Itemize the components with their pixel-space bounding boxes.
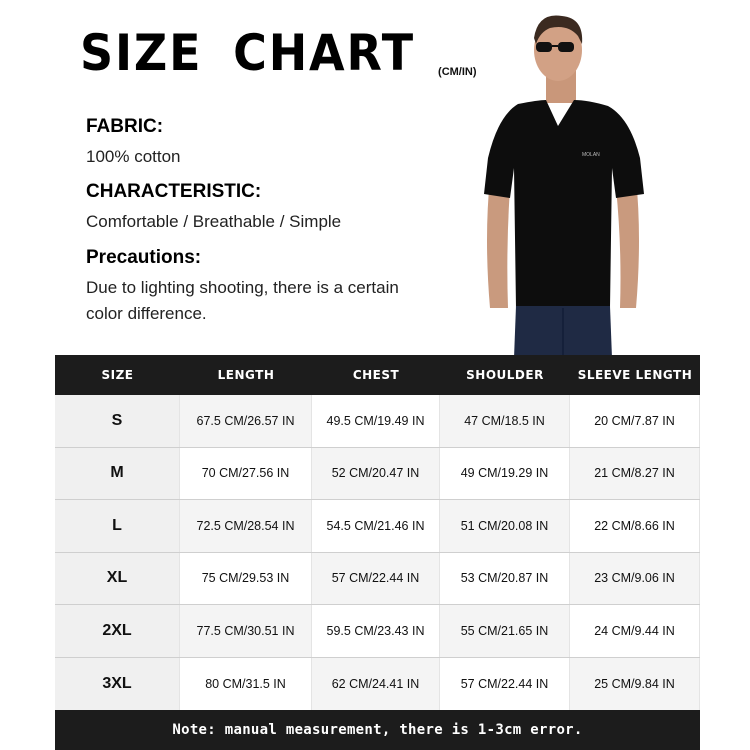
shirt-logo: MOLAN — [582, 152, 600, 158]
size-cell: S — [55, 395, 180, 447]
characteristic-section — [86, 181, 341, 235]
sleeve-length-cell: 24 CM/9.44 IN — [570, 605, 700, 657]
shoulder-cell: 51 CM/20.08 IN — [440, 500, 570, 552]
units-label: (CM/IN) — [438, 66, 477, 78]
chest-cell: 54.5 CM/21.46 IN — [312, 500, 440, 552]
characteristic-value: Comfortable / Breathable / Simple — [86, 212, 342, 231]
size-cell: 3XL — [55, 658, 180, 711]
table-row — [55, 500, 700, 553]
size-cell: M — [55, 448, 180, 500]
table-body — [55, 395, 700, 710]
table-row — [55, 553, 700, 606]
table-header — [55, 355, 700, 395]
size-cell: 2XL — [55, 605, 180, 657]
measurement-note: Note: manual measurement, there is 1-3cm error. — [55, 710, 700, 750]
size-cell: L — [55, 500, 180, 552]
chest-cell: 52 CM/20.47 IN — [312, 448, 440, 500]
sunglasses-left — [536, 42, 552, 52]
header-sleeve-length: SLEEVE LENGTH — [577, 368, 693, 382]
page-title: SIZE CHART — [80, 24, 415, 82]
sleeve-length-cell: 25 CM/9.84 IN — [570, 658, 700, 711]
precautions-line-2: color difference. — [86, 304, 207, 323]
shoulder-cell: 55 CM/21.65 IN — [440, 605, 570, 657]
fabric-section — [86, 116, 181, 170]
precautions-label: Precautions: — [86, 247, 202, 268]
size-cell: XL — [55, 553, 180, 605]
chest-cell: 62 CM/24.41 IN — [312, 658, 440, 711]
size-table — [55, 355, 700, 710]
chest-cell: 59.5 CM/23.43 IN — [312, 605, 440, 657]
shoulder-cell: 53 CM/20.87 IN — [440, 553, 570, 605]
shoulder-cell: 49 CM/19.29 IN — [440, 448, 570, 500]
model-photo — [478, 8, 648, 358]
chest-cell: 57 CM/22.44 IN — [312, 553, 440, 605]
table-row — [55, 395, 700, 448]
sleeve-length-cell: 23 CM/9.06 IN — [570, 553, 700, 605]
table-row — [55, 448, 700, 501]
table-row — [55, 658, 700, 711]
table-row — [55, 605, 700, 658]
sleeve-length-cell: 21 CM/8.27 IN — [570, 448, 700, 500]
fabric-label: FABRIC: — [86, 116, 164, 137]
sunglasses-right — [558, 42, 574, 52]
header-shoulder: SHOULDER — [466, 368, 544, 382]
header-size: SIZE — [101, 368, 134, 382]
model-left-arm — [487, 178, 510, 308]
sleeve-length-cell: 20 CM/7.87 IN — [570, 395, 700, 447]
length-cell: 77.5 CM/30.51 IN — [180, 605, 312, 657]
fabric-value: 100% cotton — [86, 147, 181, 166]
header-chest: CHEST — [352, 368, 400, 382]
precautions-line-1: Due to lighting shooting, there is a certain — [86, 278, 399, 297]
length-cell: 67.5 CM/26.57 IN — [180, 395, 312, 447]
characteristic-label: CHARACTERISTIC: — [86, 181, 262, 202]
length-cell: 72.5 CM/28.54 IN — [180, 500, 312, 552]
length-cell: 80 CM/31.5 IN — [180, 658, 312, 711]
shoulder-cell: 57 CM/22.44 IN — [440, 658, 570, 711]
sleeve-length-cell: 22 CM/8.66 IN — [570, 500, 700, 552]
header-length: LENGTH — [217, 368, 275, 382]
length-cell: 70 CM/27.56 IN — [180, 448, 312, 500]
chest-cell: 49.5 CM/19.49 IN — [312, 395, 440, 447]
length-cell: 75 CM/29.53 IN — [180, 553, 312, 605]
shoulder-cell: 47 CM/18.5 IN — [440, 395, 570, 447]
precautions-section — [86, 247, 399, 327]
title-block — [80, 24, 477, 82]
